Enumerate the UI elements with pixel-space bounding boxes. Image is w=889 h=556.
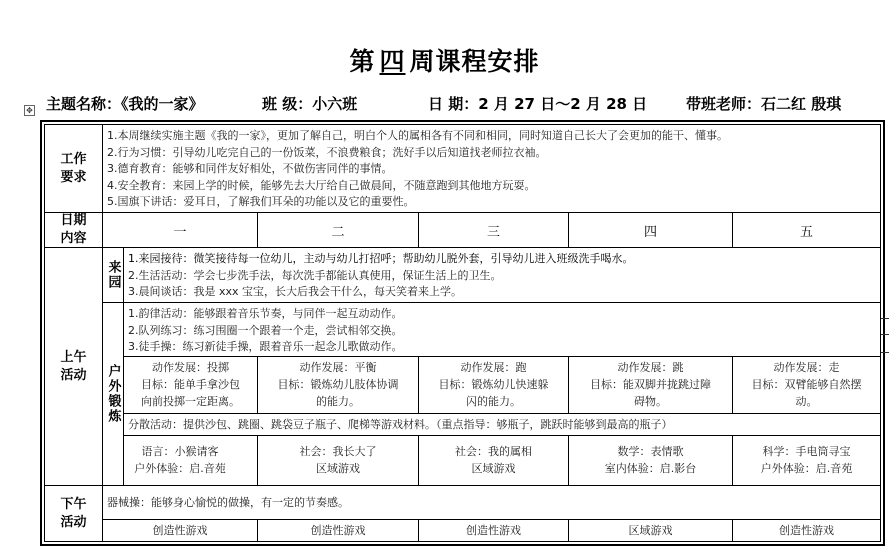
arrive-activities: 1.来园接待：微笑接待每一位幼儿，主动与幼儿打招呼；帮助幼儿脱外套，引导幼儿进入班级洗手喝水。 2.生活活动：学会七步洗手法，每次洗手都能认真使用，保证生活上的卫生。 3.晨间谈话：我是 xxx 宝宝，长大后我会干什么，每天笑着来上学。 bbox=[124, 248, 880, 303]
afternoon-activities-label: 下午 活动 bbox=[45, 486, 103, 541]
afternoon-game-tue: 创造性游戏 bbox=[258, 520, 419, 541]
lesson-wed: 社会：我的属相 区域游戏 bbox=[419, 436, 569, 486]
work-requirements-label: 工作 要求 bbox=[45, 125, 103, 213]
arrive-label: 来园 bbox=[103, 248, 124, 303]
teacher-names: 带班老师：石二红 殷琪 bbox=[686, 95, 842, 113]
zone-activity: 分散活动：提供沙包、跳圈、跳袋豆子瓶子、爬梯等游戏材料。（重点指导：够瓶子，跳跃时能够到最高的瓶子） bbox=[124, 414, 880, 436]
motor-mon: 动作发展：投掷 目标：能单手拿沙包 向前投掷一定距离。 bbox=[124, 357, 258, 414]
work-requirements-list: 1.本周继续实施主题《我的一家》，更加了解自己，明白个人的属相各有不同和相同，同时知道自己长大了会更加的能干、懂事。 2.行为习惯：引导幼儿吃完自己的一份饭菜，不浪费粮食；洗好手以后知道找老师拉衣袖。 3.德育教育：能够和同伴友好相处，不做伤害同伴的事情。 4.安全教育：来园上学的时候，能够先去大厅给自己做晨间，不随意跑到其他地方玩耍。 5.国旗下讲话：爱耳日，了解我们耳朵的功能以及它的重要性。 bbox=[103, 125, 880, 213]
afternoon-game-thu: 区域游戏 bbox=[569, 520, 733, 541]
lesson-mon: 语言：小猴请客 户外体验：启.音苑 bbox=[103, 436, 258, 486]
lesson-fri: 科学：手电筒寻宝 户外体验：启.音苑 bbox=[733, 436, 880, 486]
motor-wed: 动作发展：跑 目标：锻炼幼儿快速躲 闪的能力。 bbox=[419, 357, 569, 414]
motor-fri: 动作发展：走 目标：双臂能够自然摆 动。 bbox=[733, 357, 880, 414]
afternoon-game-fri: 创造性游戏 bbox=[779, 524, 834, 537]
day-header-tue: 二 bbox=[258, 213, 419, 248]
date-content-label: 日期 内容 bbox=[45, 213, 103, 248]
page-title: 第 四 周课程安排 bbox=[349, 47, 540, 76]
day-header-wed: 三 bbox=[419, 213, 569, 248]
day-header-mon: 一 bbox=[103, 213, 258, 248]
margin-marker bbox=[881, 352, 889, 353]
lesson-thu: 数学：表情歌 室内体验：启.影台 bbox=[569, 436, 733, 486]
motor-thu: 动作发展：跳 目标：能双脚并拢跳过障 碍物。 bbox=[569, 357, 733, 414]
margin-marker bbox=[881, 318, 889, 319]
date-range: 日 期：2 月 27 日～2 月 28 日 bbox=[428, 95, 648, 113]
outdoor-exercise-label: 户外锻炼 bbox=[103, 303, 124, 486]
afternoon-note: 器械操：能够身心愉悦的做操，有一定的节奏感。 bbox=[103, 486, 880, 520]
day-header-thu: 四 bbox=[569, 213, 733, 248]
week-number: 四 bbox=[379, 47, 406, 76]
lesson-tue: 社会：我长大了 区域游戏 bbox=[258, 436, 419, 486]
outdoor-activities: 1.韵律活动：能够跟着音乐节奏，与同伴一起互动动作。 2.队列练习：练习围圈一个跟着一个走，尝试相邻交换。 3.徒手操：练习新徒手操，跟着音乐一起念儿歌做动作。 bbox=[124, 303, 880, 357]
afternoon-game-wed: 创造性游戏 bbox=[419, 520, 569, 541]
morning-activities-label: 上午 活动 bbox=[45, 248, 103, 486]
afternoon-game-mon: 创造性游戏 bbox=[103, 520, 258, 541]
motor-tue: 动作发展：平衡 目标：锻炼幼儿肢体协调 的能力。 bbox=[258, 357, 419, 414]
day-header-fri: 五 bbox=[733, 213, 880, 248]
theme-name: 主题名称：《我的一家》 bbox=[46, 95, 204, 113]
margin-marker bbox=[881, 334, 889, 335]
class-name: 班 级：小六班 bbox=[262, 95, 358, 113]
schedule-table bbox=[44, 124, 881, 542]
table-move-handle-icon[interactable]: ✥ bbox=[24, 105, 35, 116]
